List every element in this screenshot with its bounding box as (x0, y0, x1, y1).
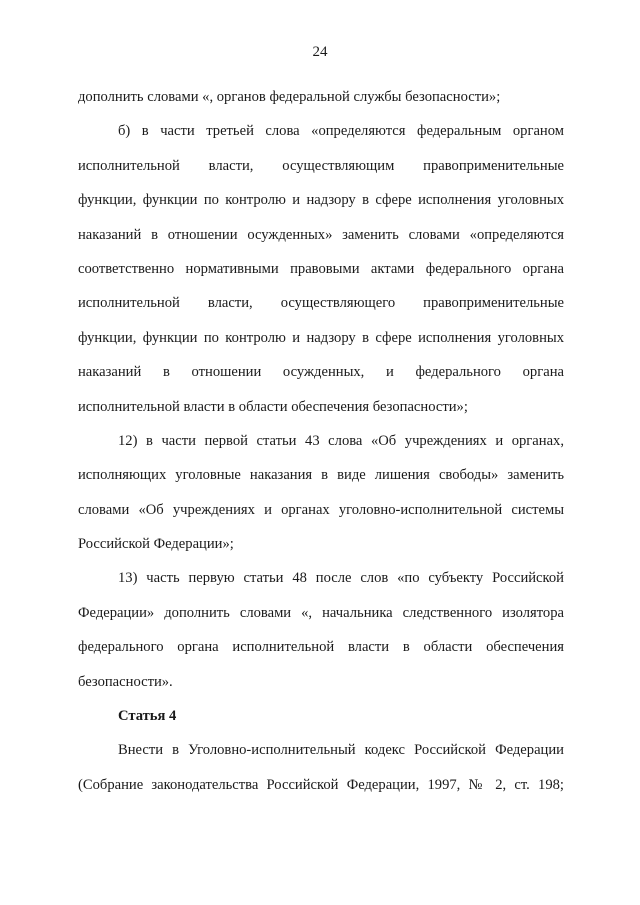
text-line: исполнительной власти в области обеспечения безопасности»; (78, 398, 468, 415)
text-line: безопасности». (78, 673, 173, 690)
document-body (78, 80, 564, 802)
text-line: дополнить словами «, органов федеральной службы безопасности»; (78, 89, 501, 105)
text-line: 13) часть первую статьи 48 после слов «по субъекту Российской (118, 570, 564, 587)
text-line: наказаний в отношении осужденных» заменить словами «определяются (78, 226, 564, 243)
text-line: федерального органа исполнительной власти в области обеспечения (78, 639, 564, 656)
text-line: Федерации» дополнить словами «, начальника следственного изолятора (78, 604, 564, 621)
page-number: 24 (312, 44, 328, 60)
text-line: наказаний в отношении осужденных, и федерального органа (78, 364, 564, 381)
text-line: Российской Федерации»; (78, 536, 234, 553)
text-line: словами «Об учреждениях и органах уголовно-исполнительной системы (78, 501, 564, 518)
article-heading: Статья 4 (118, 708, 177, 725)
text-line: Внести в Уголовно-исполнительный кодекс Российской Федерации (118, 742, 564, 759)
text-line: соответственно нормативными правовыми актами федерального органа (78, 260, 564, 277)
text-line: б) в части третьей слова «определяются федеральным органом (118, 123, 564, 140)
text-line: функции, функции по контролю и надзору в сфере исполнения уголовных (78, 329, 564, 346)
text-line: 12) в части первой статьи 43 слова «Об учреждениях и органах, (118, 432, 564, 449)
text-line: исполняющих уголовные наказания в виде лишения свободы» заменить (78, 467, 564, 484)
text-line: исполнительной власти, осуществляющим правоприменительные (78, 157, 564, 174)
text-line: исполнительной власти, осуществляющего правоприменительные (78, 295, 564, 312)
text-line: функции, функции по контролю и надзору в сфере исполнения уголовных (78, 192, 564, 209)
text-line: (Собрание законодательства Российской Федерации, 1997, № 2, ст. 198; (78, 776, 564, 793)
